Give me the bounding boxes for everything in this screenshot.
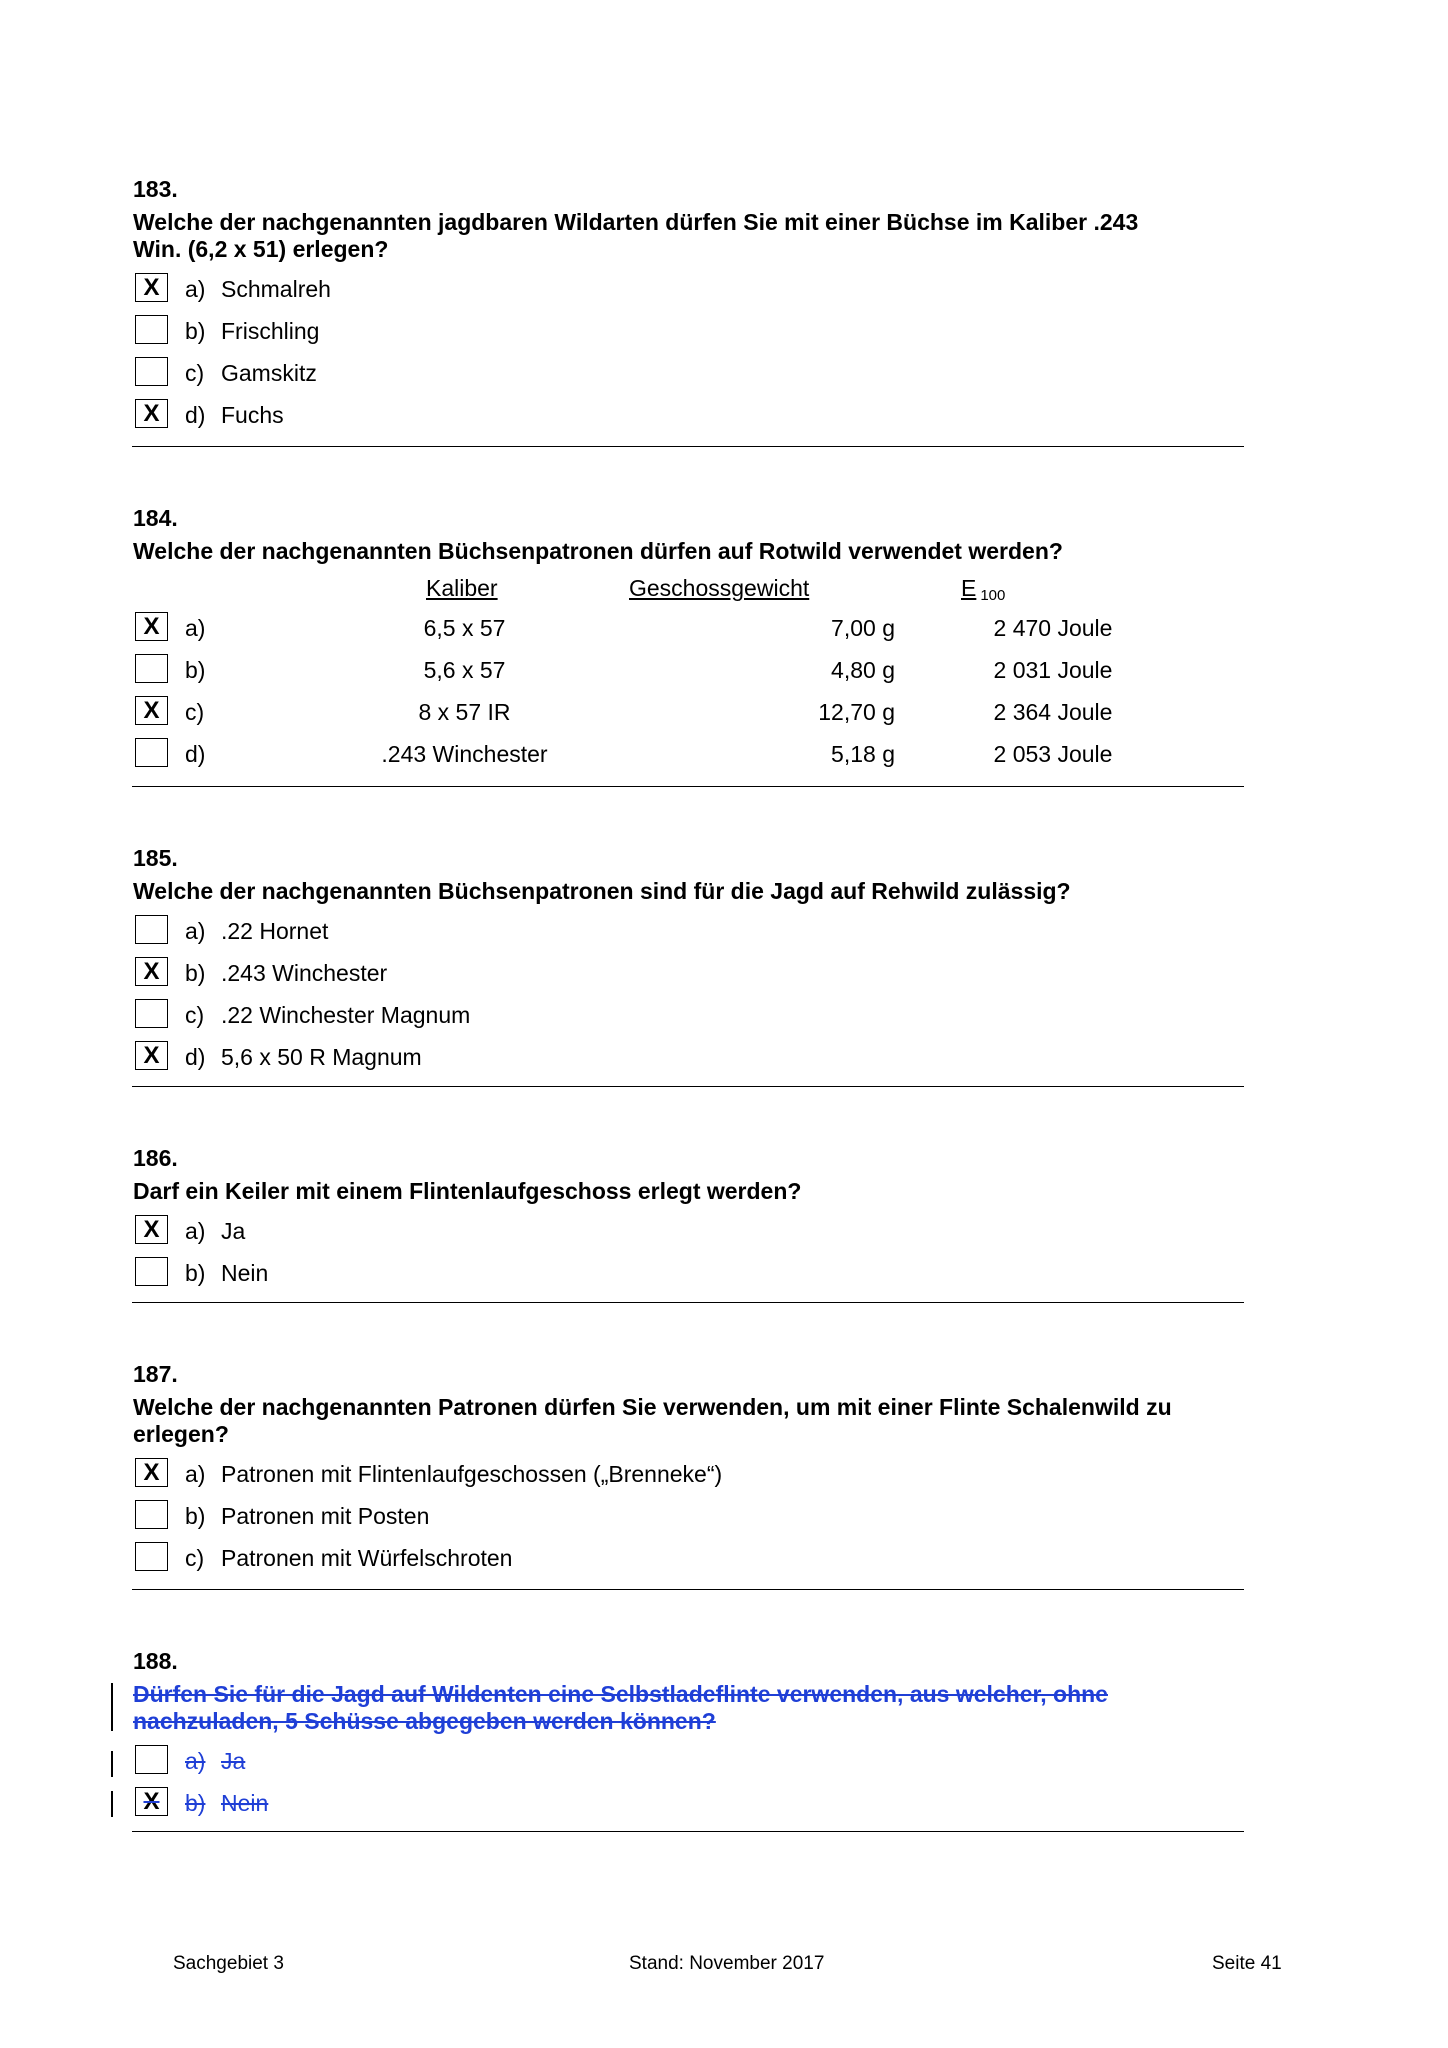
question-text-line: Win. (6,2 x 51) erlegen?: [133, 236, 389, 262]
question-186: [133, 1144, 1245, 1299]
option-letter: a): [185, 276, 206, 302]
question-text: [133, 1681, 1245, 1735]
footer-center: Stand: November 2017: [629, 1953, 825, 1974]
question-187: [133, 1360, 1245, 1584]
option-letter: b): [185, 1260, 206, 1286]
option-letter: b): [185, 1790, 206, 1816]
weight-cell: 12,70 g: [818, 699, 895, 725]
answer-option: [133, 1458, 1245, 1500]
option-text: Fuchs: [221, 402, 284, 428]
option-text: .243 Winchester: [221, 960, 388, 986]
answer-checkbox[interactable]: X: [135, 1458, 168, 1487]
divider: [132, 1086, 1244, 1087]
option-text: Ja: [221, 1748, 246, 1774]
question-number: 185.: [133, 845, 178, 871]
answer-checkbox[interactable]: [135, 1542, 168, 1571]
option-text: .22 Hornet: [221, 918, 329, 944]
weight-cell: 7,00 g: [831, 615, 895, 641]
divider: [132, 786, 1244, 787]
column-header-energy: [961, 574, 1005, 610]
option-text: Patronen mit Flintenlaufgeschossen („Brenneke“): [221, 1461, 723, 1487]
answer-option: [133, 1542, 1245, 1584]
footer-right: Seite 41: [1212, 1953, 1282, 1974]
question-185: [133, 844, 1245, 1083]
question-number: 187.: [133, 1361, 178, 1387]
table-row: [133, 738, 1245, 780]
question-number: 183.: [133, 176, 178, 202]
answer-option: [133, 1745, 1245, 1787]
energy-cell: 2 470 Joule: [993, 615, 1113, 641]
option-letter: a): [185, 615, 206, 641]
question-text: [133, 1394, 1245, 1448]
option-letter: b): [185, 318, 206, 344]
option-letter: b): [185, 960, 206, 986]
question-text: Welche der nachgenannten Büchsenpatronen dürfen auf Rotwild verwendet werden?: [133, 538, 1063, 564]
divider: [132, 446, 1244, 447]
question-text-line: Dürfen Sie für die Jagd auf Wildenten eine Selbstladeflinte verwenden, aus welcher, ohne: [133, 1681, 1108, 1707]
option-letter: d): [185, 1044, 206, 1070]
answer-checkbox[interactable]: X: [135, 1787, 168, 1816]
answer-option: [133, 1041, 1245, 1083]
question-183: [133, 175, 1245, 441]
change-bar: [111, 1791, 113, 1817]
answer-option: [133, 999, 1245, 1041]
energy-subscript: 100: [980, 587, 1006, 604]
question-text: Darf ein Keiler mit einem Flintenlaufgeschoss erlegt werden?: [133, 1178, 802, 1204]
answer-checkbox[interactable]: X: [135, 399, 168, 428]
question-184: [133, 504, 1245, 780]
table-row: [133, 696, 1245, 738]
column-header-weight: Geschossgewicht: [629, 575, 810, 601]
option-letter: b): [185, 657, 206, 683]
option-letter: c): [185, 1002, 205, 1028]
answer-option: [133, 1787, 1245, 1829]
option-text: Nein: [221, 1260, 269, 1286]
answer-checkbox[interactable]: [135, 738, 168, 767]
option-text: Schmalreh: [221, 276, 331, 302]
answer-checkbox[interactable]: [135, 1500, 168, 1529]
answer-checkbox[interactable]: X: [135, 612, 168, 641]
weight-cell: 5,18 g: [831, 741, 895, 767]
option-letter: d): [185, 402, 206, 428]
caliber-cell: 6,5 x 57: [423, 615, 506, 641]
answer-option: [133, 357, 1245, 399]
answer-option: [133, 957, 1245, 999]
caliber-cell: 5,6 x 57: [423, 657, 506, 683]
question-188: [133, 1647, 1245, 1829]
answer-option: [133, 1215, 1245, 1257]
answer-checkbox[interactable]: [135, 315, 168, 344]
column-header-caliber: Kaliber: [426, 575, 498, 601]
divider: [132, 1302, 1244, 1303]
change-bar: [111, 1751, 113, 1777]
answer-option: [133, 1500, 1245, 1542]
option-letter: d): [185, 741, 206, 767]
option-text: Frischling: [221, 318, 320, 344]
answer-option: [133, 915, 1245, 957]
option-letter: c): [185, 1545, 205, 1571]
change-bar: [111, 1683, 113, 1731]
question-text-line: Welche der nachgenannten jagdbaren Wildarten dürfen Sie mit einer Büchse im Kaliber .243: [133, 209, 1139, 235]
question-text-line: Welche der nachgenannten Patronen dürfen Sie verwenden, um mit einer Flinte Schalenwild zu: [133, 1394, 1172, 1420]
answer-checkbox[interactable]: [135, 1257, 168, 1286]
option-letter: a): [185, 1748, 206, 1774]
footer-left: Sachgebiet 3: [173, 1953, 284, 1974]
question-text-line: erlegen?: [133, 1421, 229, 1447]
answer-checkbox[interactable]: [135, 1745, 168, 1774]
answer-checkbox[interactable]: X: [135, 1041, 168, 1070]
option-letter: b): [185, 1503, 206, 1529]
caliber-cell: .243 Winchester: [381, 741, 548, 767]
option-letter: c): [185, 360, 205, 386]
option-text: Patronen mit Posten: [221, 1503, 430, 1529]
divider: [132, 1589, 1244, 1590]
energy-cell: 2 053 Joule: [993, 741, 1113, 767]
answer-option: [133, 273, 1245, 315]
option-text: Ja: [221, 1218, 246, 1244]
answer-checkbox[interactable]: X: [135, 273, 168, 302]
energy-cell: 2 364 Joule: [993, 699, 1113, 725]
answer-checkbox[interactable]: [135, 915, 168, 944]
answer-checkbox[interactable]: X: [135, 696, 168, 725]
answer-option: [133, 315, 1245, 357]
answer-checkbox[interactable]: [135, 999, 168, 1028]
answer-option: [133, 1257, 1245, 1299]
option-text: Nein: [221, 1790, 269, 1816]
caliber-cell: 8 x 57 IR: [418, 699, 511, 725]
option-letter: a): [185, 1461, 206, 1487]
answer-checkbox[interactable]: [135, 357, 168, 386]
table-row: [133, 654, 1245, 696]
question-number: 184.: [133, 505, 178, 531]
question-text: [133, 209, 1245, 263]
energy-symbol: E: [961, 575, 977, 601]
answer-checkbox[interactable]: X: [135, 1215, 168, 1244]
question-number: 186.: [133, 1145, 178, 1171]
energy-cell: 2 031 Joule: [993, 657, 1113, 683]
table-row: [133, 612, 1245, 654]
question-text: Welche der nachgenannten Büchsenpatronen sind für die Jagd auf Rehwild zulässig?: [133, 878, 1071, 904]
option-text: Patronen mit Würfelschroten: [221, 1545, 513, 1571]
option-letter: a): [185, 918, 206, 944]
question-number: 188.: [133, 1648, 178, 1674]
answer-checkbox[interactable]: [135, 654, 168, 683]
option-text: .22 Winchester Magnum: [221, 1002, 471, 1028]
option-letter: c): [185, 699, 205, 725]
table-header: [133, 574, 1245, 612]
option-letter: a): [185, 1218, 206, 1244]
option-text: Gamskitz: [221, 360, 317, 386]
weight-cell: 4,80 g: [831, 657, 895, 683]
answer-option: [133, 399, 1245, 441]
divider: [132, 1831, 1244, 1832]
answer-checkbox[interactable]: X: [135, 957, 168, 986]
question-text-line: nachzuladen, 5 Schüsse abgegeben werden können?: [133, 1708, 716, 1734]
option-text: 5,6 x 50 R Magnum: [221, 1044, 422, 1070]
